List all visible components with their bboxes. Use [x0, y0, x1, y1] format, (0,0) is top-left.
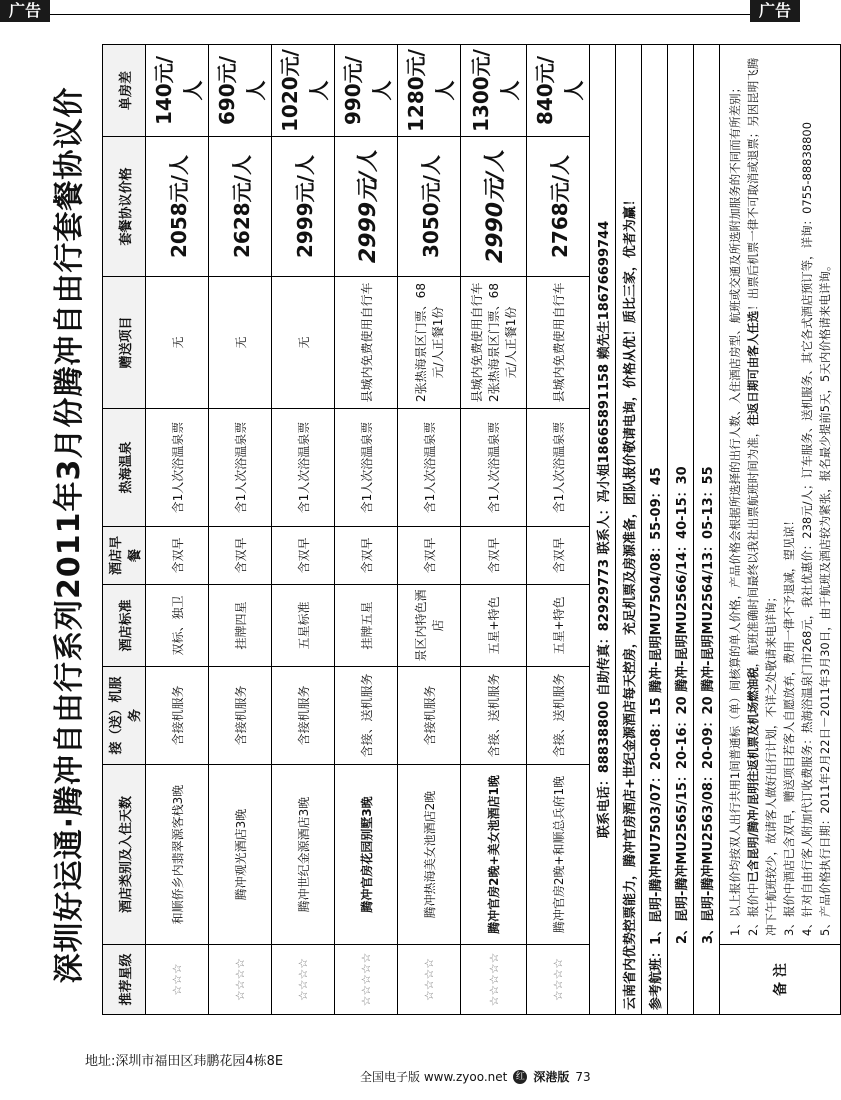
transfer-cell: 含接机服务 [272, 667, 335, 765]
standard-cell: 挂牌五星 [335, 585, 398, 667]
ad-title: 深圳好运通·腾冲自由行系列2011年3月份腾冲自由行套餐协议价 [52, 86, 87, 984]
star-rating: ☆☆☆☆☆ [461, 945, 527, 1015]
hotspring-cell: 含1人次浴温泉票 [527, 409, 590, 527]
footer-site: 全国电子版 www.zyoo.net [360, 1070, 508, 1084]
note-5: 5、产品价格执行日期：2011年2月22日－2011年3月30日，由于航班及酒店较为紧张，报名最少提前5天，5天内价格请来电详询。 [818, 259, 832, 936]
breakfast-cell: 含双早 [146, 527, 209, 585]
transfer-cell: 含接机服务 [209, 667, 272, 765]
table-row [146, 45, 209, 1015]
star-rating: ☆☆☆☆ [209, 945, 272, 1015]
note-3: 3、报价中酒店已含双早，赠送项目若客人自愿放弃，费用一律不予退减，望见谅！ [782, 514, 796, 936]
standard-cell: 五星+特色 [527, 585, 590, 667]
hotspring-cell: 含1人次浴温泉票 [398, 409, 461, 527]
col-header-breakfast: 酒店早餐 [103, 527, 146, 585]
hotel-cell: 和顺侨乡内翡翠源客栈3晚 [146, 765, 209, 945]
col-header-gift: 赠送项目 [103, 277, 146, 409]
table-row [335, 45, 398, 1015]
standard-cell: 五星+特色 [461, 585, 527, 667]
star-rating: ☆☆☆☆☆ [335, 945, 398, 1015]
breakfast-cell: 含双早 [527, 527, 590, 585]
single-cell: 140元/人 [146, 45, 209, 137]
flight-text-1: 1、昆明-腾冲MU7503/07：20-08：15 腾冲-昆明MU7504/08：55-09：45 [649, 467, 664, 945]
price-cell: 2628元/人 [209, 137, 272, 277]
notes-label: 备 注 [720, 945, 841, 1015]
hotel-cell: 腾冲世纪金源酒店3晚 [272, 765, 335, 945]
flight-line-3: 3、昆明-腾冲MU2563/08：20-09：20 腾冲-昆明MU2564/13：05-13：55 [694, 45, 720, 1015]
address: 地址:深圳市福田区玮鹏花园4栋8E [85, 1054, 284, 1069]
table-row [272, 45, 335, 1015]
top-rule [50, 14, 750, 23]
logo-icon: 红 [513, 1070, 527, 1084]
note-2d: 往返日期可由客人任选 [746, 310, 760, 426]
price-cell: 2058元/人 [146, 137, 209, 277]
col-header-hotel: 酒店类别及入住天数 [103, 765, 146, 945]
col-header-price: 套餐协议价格 [103, 137, 146, 277]
price-cell: 2990元/人 [461, 137, 527, 277]
note-4: 4、针对自由行客人附加代订收费服务：热海浴温泉门市268元，我社优惠价：238元/人；订车服务、送机服务、其它各式酒店预订等，详询：0755-88838800 [800, 121, 814, 936]
gift-cell: 县城内免费使用自行车 [527, 277, 590, 409]
col-header-stars: 推荐星级 [103, 945, 146, 1015]
note-2b: 已含昆明/腾冲/昆明往返机票及机场燃油税 [746, 667, 760, 883]
table-row [209, 45, 272, 1015]
flight-row [668, 45, 694, 1015]
single-cell: 840元/人 [527, 45, 590, 137]
star-rating: ☆☆☆☆ [527, 945, 590, 1015]
gift-cell: 县城内免费使用自行车 2张热海景区门票、68元/人正餐1份 [461, 277, 527, 409]
contact-row [590, 45, 616, 1015]
price-cell: 3050元/人 [398, 137, 461, 277]
table-row [398, 45, 461, 1015]
price-cell: 2999元/人 [272, 137, 335, 277]
star-rating: ☆☆☆☆ [398, 945, 461, 1015]
advantage-text: 云南省内优势控票能力，腾冲官房酒店+世纪金源酒店每天控房，充足机票及房源准备，团队报价敬请电询，价格从优！质比三家，优者为赢！ [616, 45, 642, 1015]
gift-cell: 无 [146, 277, 209, 409]
col-header-transfer: 接（送）机服务 [103, 667, 146, 765]
breakfast-cell: 含双早 [272, 527, 335, 585]
standard-cell: 景区内特色酒店 [398, 585, 461, 667]
note-1: 1、以上报价均按双人出行共用1间普通标（单）间核算的单人价格，产品价格会根据所选择的出行人数、入住酒店房型、航班或交通及所选附加服务的不同而有所差别； [728, 81, 742, 936]
col-header-hotspring: 热海温泉 [103, 409, 146, 527]
note-2e: ！出票后机票一律不可取消或退票；另因昆明飞腾冲下午航班较少，故请客人做好出行计划，不详之处敬请来电详询； [746, 57, 778, 936]
table-header-row [103, 45, 146, 1015]
standard-cell: 挂牌四星 [209, 585, 272, 667]
advantage-row [616, 45, 642, 1015]
price-cell: 2999元/人 [335, 137, 398, 277]
transfer-cell: 含接机服务 [146, 667, 209, 765]
hotspring-cell: 含1人次浴温泉票 [335, 409, 398, 527]
table-row [461, 45, 527, 1015]
single-cell: 690元/人 [209, 45, 272, 137]
flight-line-1 [642, 45, 668, 1015]
single-cell: 1020元/人 [272, 45, 335, 137]
single-cell: 1300元/人 [461, 45, 527, 137]
gift-cell: 无 [272, 277, 335, 409]
hotspring-cell: 含1人次浴温泉票 [209, 409, 272, 527]
col-header-standard: 酒店标准 [103, 585, 146, 667]
star-rating: ☆☆☆☆ [272, 945, 335, 1015]
standard-cell: 五星标准 [272, 585, 335, 667]
page-number: 73 [575, 1069, 591, 1084]
hotel-cell: 腾冲官房花园别墅3晚 [335, 765, 398, 945]
footer-edition: 深港版 [533, 1070, 570, 1084]
flight-row [642, 45, 668, 1015]
transfer-cell: 含接、送机服务 [461, 667, 527, 765]
hotel-cell: 腾冲热海美女池酒店2晚 [398, 765, 461, 945]
ad-label-right: 广告 [750, 0, 800, 22]
single-cell: 1280元/人 [398, 45, 461, 137]
transfer-cell: 含接机服务 [398, 667, 461, 765]
note-2a: 2、报价中 [746, 882, 760, 936]
breakfast-cell: 含双早 [209, 527, 272, 585]
flight-line-2: 2、昆明-腾冲MU2565/15：20-16：20 腾冲-昆明MU2566/14：40-15：30 [668, 45, 694, 1015]
hotspring-cell: 含1人次浴温泉票 [461, 409, 527, 527]
rotated-ad-page [40, 35, 832, 1035]
hotel-cell: 腾冲官房2晚+美女池酒店1晚 [461, 765, 527, 945]
contact-info: 联系电话：88838800 自助传真：82929773 联系人：冯小姐18665891158 赖先生18676699744 [590, 45, 616, 1015]
hotel-cell: 腾冲观光酒店3晚 [209, 765, 272, 945]
price-cell: 2768元/人 [527, 137, 590, 277]
star-rating: ☆☆☆ [146, 945, 209, 1015]
hotspring-cell: 含1人次浴温泉票 [272, 409, 335, 527]
price-table [102, 44, 841, 1015]
hotel-cell: 腾冲官房2晚+和顺总兵府1晚 [527, 765, 590, 945]
single-cell: 990元/人 [335, 45, 398, 137]
breakfast-cell: 含双早 [335, 527, 398, 585]
hotspring-cell: 含1人次浴温泉票 [146, 409, 209, 527]
note-2c: ，航班准确时间最终以我社出票航班时间为准， [746, 425, 760, 668]
table-row [527, 45, 590, 1015]
breakfast-cell: 含双早 [461, 527, 527, 585]
transfer-cell: 含接、送机服务 [335, 667, 398, 765]
breakfast-cell: 含双早 [398, 527, 461, 585]
note-2 [744, 53, 780, 936]
ad-label-left: 广告 [0, 0, 50, 22]
transfer-cell: 含接、送机服务 [527, 667, 590, 765]
flight-row [694, 45, 720, 1015]
gift-cell: 无 [209, 277, 272, 409]
flights-label: 参考航班： [649, 944, 664, 1010]
notes-row [720, 45, 841, 1015]
standard-cell: 双标、独卫 [146, 585, 209, 667]
col-header-single: 单房差 [103, 45, 146, 137]
gift-cell: 县城内免费使用自行车 [335, 277, 398, 409]
notes-body [720, 45, 841, 945]
gift-cell: 2张热海景区门票、68元/人正餐1份 [398, 277, 461, 409]
page-footer [360, 1068, 760, 1085]
